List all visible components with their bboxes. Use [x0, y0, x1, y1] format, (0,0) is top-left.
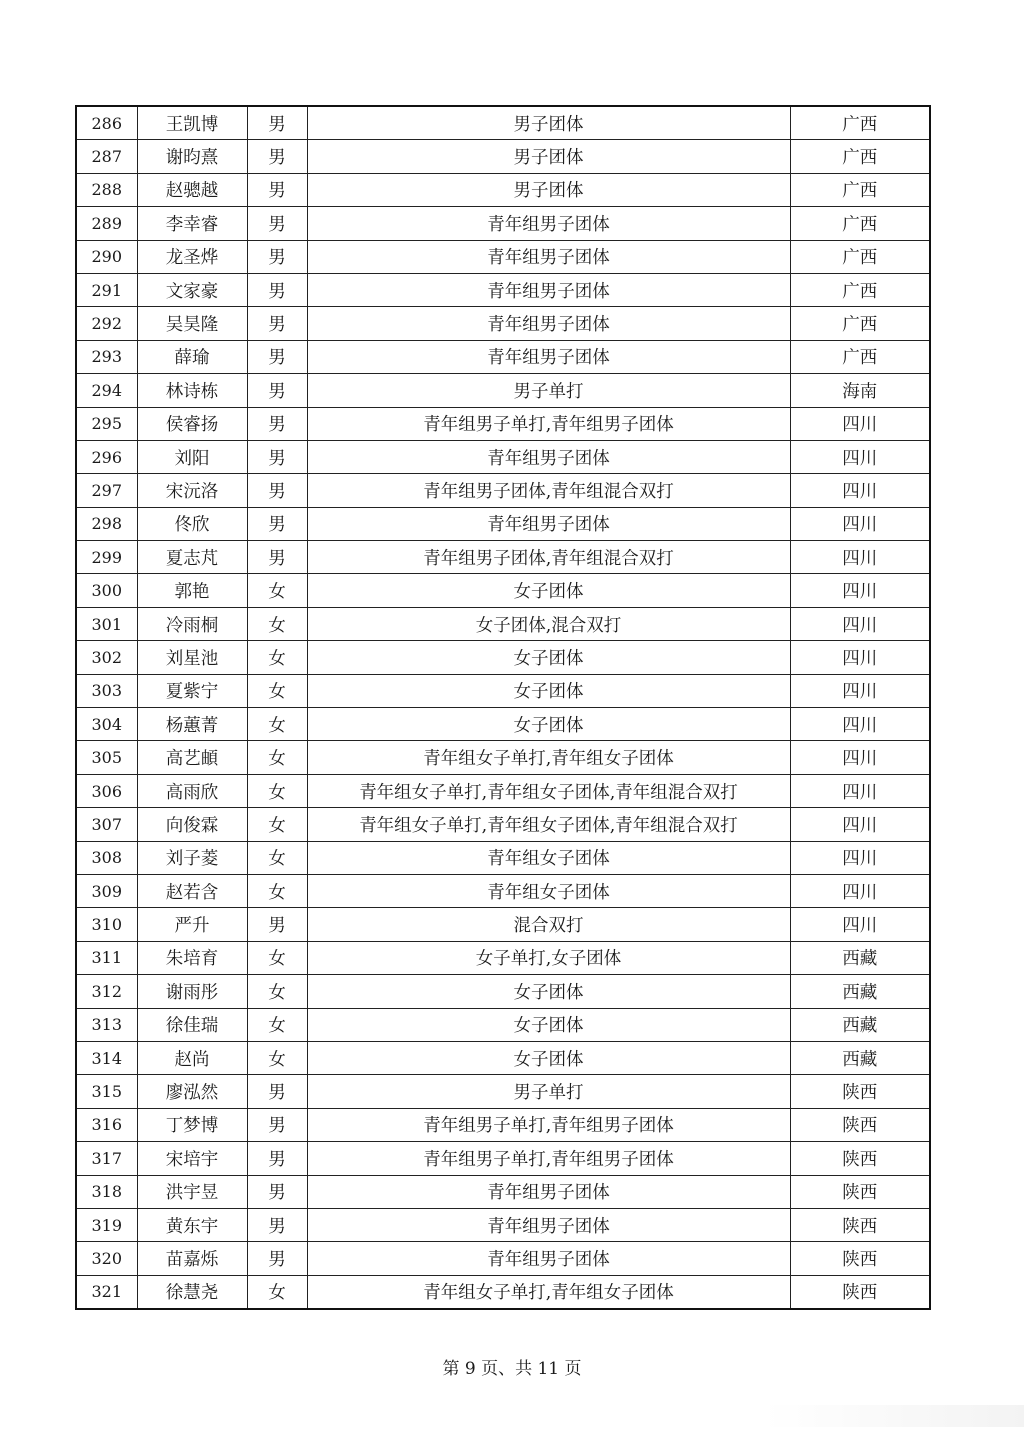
athlete-region: 四川 — [790, 741, 930, 774]
table-row — [76, 607, 930, 640]
table-row — [76, 874, 930, 907]
athlete-gender: 男 — [247, 1208, 307, 1241]
table-row — [76, 474, 930, 507]
table-row — [76, 574, 930, 607]
athlete-gender: 女 — [247, 774, 307, 807]
athlete-events: 青年组女子团体 — [307, 874, 790, 907]
athlete-gender: 男 — [247, 1142, 307, 1175]
athlete-name: 薛瑜 — [137, 340, 247, 373]
athlete-events: 女子团体 — [307, 674, 790, 707]
row-number: 298 — [76, 507, 137, 540]
athlete-events: 混合双打 — [307, 908, 790, 941]
athlete-region: 四川 — [790, 541, 930, 574]
athlete-region: 广西 — [790, 207, 930, 240]
row-number: 288 — [76, 173, 137, 206]
table-row — [76, 774, 930, 807]
athlete-name: 文家豪 — [137, 273, 247, 306]
athlete-region: 四川 — [790, 874, 930, 907]
athlete-name: 向俊霖 — [137, 808, 247, 841]
athlete-gender: 男 — [247, 407, 307, 440]
table-row — [76, 340, 930, 373]
row-number: 321 — [76, 1275, 137, 1309]
athlete-gender: 男 — [247, 440, 307, 473]
row-number: 286 — [76, 106, 137, 140]
athlete-name: 夏志芃 — [137, 541, 247, 574]
athlete-events: 女子团体 — [307, 1008, 790, 1041]
athlete-gender: 男 — [247, 374, 307, 407]
athlete-name: 冷雨桐 — [137, 607, 247, 640]
athlete-name: 高雨欣 — [137, 774, 247, 807]
athlete-gender: 女 — [247, 1008, 307, 1041]
athlete-region: 四川 — [790, 507, 930, 540]
athlete-name: 林诗栋 — [137, 374, 247, 407]
row-number: 289 — [76, 207, 137, 240]
athlete-region: 陕西 — [790, 1142, 930, 1175]
athlete-region: 四川 — [790, 674, 930, 707]
row-number: 300 — [76, 574, 137, 607]
athlete-region: 四川 — [790, 808, 930, 841]
athlete-name: 廖泓然 — [137, 1075, 247, 1108]
athlete-gender: 女 — [247, 641, 307, 674]
page-number-footer: 第 9 页、共 11 页 — [442, 1359, 582, 1379]
row-number: 312 — [76, 975, 137, 1008]
row-number: 302 — [76, 641, 137, 674]
athlete-region: 广西 — [790, 240, 930, 273]
athlete-name: 丁梦博 — [137, 1108, 247, 1141]
athlete-events: 青年组男子团体 — [307, 307, 790, 340]
athlete-name: 侯睿扬 — [137, 407, 247, 440]
athlete-region: 广西 — [790, 140, 930, 173]
row-number: 294 — [76, 374, 137, 407]
table-row — [76, 708, 930, 741]
athlete-region: 四川 — [790, 407, 930, 440]
table-row — [76, 1275, 930, 1309]
athlete-events: 青年组男子单打,青年组男子团体 — [307, 1142, 790, 1175]
table-row — [76, 908, 930, 941]
athlete-gender: 男 — [247, 340, 307, 373]
athlete-events: 男子单打 — [307, 374, 790, 407]
athlete-gender: 男 — [247, 1075, 307, 1108]
athlete-gender: 男 — [247, 1242, 307, 1275]
athlete-region: 广西 — [790, 273, 930, 306]
athlete-gender: 男 — [247, 106, 307, 140]
athlete-region: 海南 — [790, 374, 930, 407]
athlete-gender: 男 — [247, 207, 307, 240]
athlete-gender: 男 — [247, 1108, 307, 1141]
athlete-gender: 男 — [247, 240, 307, 273]
athlete-gender: 男 — [247, 507, 307, 540]
athlete-events: 青年组女子团体 — [307, 841, 790, 874]
table-row — [76, 1208, 930, 1241]
athlete-region: 四川 — [790, 774, 930, 807]
athlete-gender: 男 — [247, 173, 307, 206]
athlete-name: 徐慧尧 — [137, 1275, 247, 1309]
athlete-events: 青年组女子单打,青年组女子团体 — [307, 741, 790, 774]
athlete-events: 青年组男子团体 — [307, 273, 790, 306]
row-number: 299 — [76, 541, 137, 574]
athlete-events: 青年组男子团体,青年组混合双打 — [307, 474, 790, 507]
athlete-events: 青年组女子单打,青年组女子团体 — [307, 1275, 790, 1309]
table-row — [76, 1108, 930, 1141]
athlete-gender: 女 — [247, 574, 307, 607]
table-row — [76, 1142, 930, 1175]
athlete-region: 陕西 — [790, 1075, 930, 1108]
athlete-events: 男子单打 — [307, 1075, 790, 1108]
table-row — [76, 374, 930, 407]
athlete-events: 青年组男子单打,青年组男子团体 — [307, 1108, 790, 1141]
table-row — [76, 808, 930, 841]
athlete-name: 赵骢越 — [137, 173, 247, 206]
athlete-events: 青年组男子团体 — [307, 207, 790, 240]
table-row — [76, 207, 930, 240]
athlete-name: 高艺頔 — [137, 741, 247, 774]
row-number: 287 — [76, 140, 137, 173]
athlete-name: 黄东宇 — [137, 1208, 247, 1241]
athlete-name: 郭艳 — [137, 574, 247, 607]
athlete-gender: 男 — [247, 307, 307, 340]
row-number: 316 — [76, 1108, 137, 1141]
athlete-name: 杨蕙菁 — [137, 708, 247, 741]
athlete-name: 龙圣烨 — [137, 240, 247, 273]
table-row — [76, 440, 930, 473]
athlete-region: 广西 — [790, 173, 930, 206]
athlete-region: 西藏 — [790, 1041, 930, 1074]
row-number: 314 — [76, 1041, 137, 1074]
athlete-gender: 女 — [247, 674, 307, 707]
athlete-region: 陕西 — [790, 1175, 930, 1208]
athlete-events: 女子团体 — [307, 975, 790, 1008]
athlete-region: 四川 — [790, 474, 930, 507]
athlete-name: 刘阳 — [137, 440, 247, 473]
athlete-events: 女子团体 — [307, 574, 790, 607]
row-number: 307 — [76, 808, 137, 841]
athlete-gender: 女 — [247, 1041, 307, 1074]
athlete-gender: 女 — [247, 708, 307, 741]
athlete-name: 徐佳瑞 — [137, 1008, 247, 1041]
athlete-name: 宋沅洛 — [137, 474, 247, 507]
athlete-region: 四川 — [790, 440, 930, 473]
row-number: 315 — [76, 1075, 137, 1108]
athlete-events: 青年组男子团体 — [307, 440, 790, 473]
table-row — [76, 841, 930, 874]
athlete-name: 朱培育 — [137, 941, 247, 974]
table-row — [76, 1075, 930, 1108]
table-row — [76, 674, 930, 707]
table-row — [76, 407, 930, 440]
athlete-region: 陕西 — [790, 1275, 930, 1309]
athlete-gender: 女 — [247, 841, 307, 874]
athlete-events: 青年组男子单打,青年组男子团体 — [307, 407, 790, 440]
athlete-gender: 男 — [247, 541, 307, 574]
athlete-gender: 女 — [247, 808, 307, 841]
athlete-events: 男子团体 — [307, 173, 790, 206]
row-number: 297 — [76, 474, 137, 507]
athlete-gender: 女 — [247, 874, 307, 907]
athlete-name: 刘星池 — [137, 641, 247, 674]
athlete-region: 广西 — [790, 307, 930, 340]
athlete-name: 王凯博 — [137, 106, 247, 140]
athlete-gender: 男 — [247, 474, 307, 507]
row-number: 311 — [76, 941, 137, 974]
row-number: 320 — [76, 1242, 137, 1275]
table-row — [76, 140, 930, 173]
athlete-events: 女子团体,混合双打 — [307, 607, 790, 640]
athlete-region: 西藏 — [790, 975, 930, 1008]
row-number: 313 — [76, 1008, 137, 1041]
athlete-gender: 男 — [247, 1175, 307, 1208]
table-row — [76, 941, 930, 974]
athlete-name: 赵若含 — [137, 874, 247, 907]
athlete-name: 谢昀熹 — [137, 140, 247, 173]
athlete-events: 女子团体 — [307, 1041, 790, 1074]
athlete-name: 严升 — [137, 908, 247, 941]
athlete-name: 佟欣 — [137, 507, 247, 540]
athlete-events: 青年组女子单打,青年组女子团体,青年组混合双打 — [307, 774, 790, 807]
athlete-events: 青年组男子团体 — [307, 340, 790, 373]
table-row — [76, 240, 930, 273]
table-row — [76, 641, 930, 674]
athlete-region: 广西 — [790, 340, 930, 373]
athlete-name: 宋培宇 — [137, 1142, 247, 1175]
athlete-region: 四川 — [790, 708, 930, 741]
athlete-gender: 女 — [247, 741, 307, 774]
table-row — [76, 1175, 930, 1208]
athlete-events: 男子团体 — [307, 106, 790, 140]
athlete-gender: 女 — [247, 975, 307, 1008]
scan-edge-shadow — [764, 1405, 1024, 1427]
athlete-gender: 女 — [247, 941, 307, 974]
athlete-events: 青年组女子单打,青年组女子团体,青年组混合双打 — [307, 808, 790, 841]
athlete-gender: 男 — [247, 140, 307, 173]
row-number: 304 — [76, 708, 137, 741]
athlete-name: 李幸睿 — [137, 207, 247, 240]
table-row — [76, 1041, 930, 1074]
athlete-region: 西藏 — [790, 941, 930, 974]
row-number: 308 — [76, 841, 137, 874]
athlete-gender: 女 — [247, 607, 307, 640]
athlete-events: 男子团体 — [307, 140, 790, 173]
athlete-region: 陕西 — [790, 1242, 930, 1275]
athlete-gender: 男 — [247, 273, 307, 306]
athlete-events: 青年组男子团体 — [307, 507, 790, 540]
athlete-events: 女子团体 — [307, 708, 790, 741]
row-number: 306 — [76, 774, 137, 807]
athlete-name: 吴昊隆 — [137, 307, 247, 340]
table-row — [76, 507, 930, 540]
athlete-events: 青年组男子团体,青年组混合双打 — [307, 541, 790, 574]
table-row — [76, 106, 930, 140]
athlete-region: 西藏 — [790, 1008, 930, 1041]
athlete-events: 女子单打,女子团体 — [307, 941, 790, 974]
athlete-gender: 男 — [247, 908, 307, 941]
table-row — [76, 975, 930, 1008]
row-number: 292 — [76, 307, 137, 340]
row-number: 310 — [76, 908, 137, 941]
row-number: 305 — [76, 741, 137, 774]
athlete-region: 四川 — [790, 607, 930, 640]
row-number: 295 — [76, 407, 137, 440]
row-number: 319 — [76, 1208, 137, 1241]
athlete-region: 陕西 — [790, 1108, 930, 1141]
row-number: 318 — [76, 1175, 137, 1208]
athlete-region: 四川 — [790, 574, 930, 607]
table-row — [76, 273, 930, 306]
athlete-name: 夏紫宁 — [137, 674, 247, 707]
athlete-events: 女子团体 — [307, 641, 790, 674]
athlete-events: 青年组男子团体 — [307, 1208, 790, 1241]
athlete-region: 陕西 — [790, 1208, 930, 1241]
athlete-region: 四川 — [790, 641, 930, 674]
roster-table-body — [76, 106, 930, 1309]
athlete-events: 青年组男子团体 — [307, 1242, 790, 1275]
athlete-name: 洪宇昱 — [137, 1175, 247, 1208]
athlete-events: 青年组男子团体 — [307, 1175, 790, 1208]
athlete-name: 谢雨彤 — [137, 975, 247, 1008]
row-number: 293 — [76, 340, 137, 373]
table-row — [76, 741, 930, 774]
table-row — [76, 1242, 930, 1275]
row-number: 296 — [76, 440, 137, 473]
row-number: 309 — [76, 874, 137, 907]
table-row — [76, 307, 930, 340]
athlete-region: 广西 — [790, 106, 930, 140]
athlete-region: 四川 — [790, 908, 930, 941]
row-number: 303 — [76, 674, 137, 707]
table-row — [76, 1008, 930, 1041]
athlete-name: 赵尚 — [137, 1041, 247, 1074]
athlete-events: 青年组男子团体 — [307, 240, 790, 273]
table-row — [76, 541, 930, 574]
row-number: 301 — [76, 607, 137, 640]
athlete-gender: 女 — [247, 1275, 307, 1309]
roster-table — [75, 105, 931, 1310]
table-row — [76, 173, 930, 206]
row-number: 317 — [76, 1142, 137, 1175]
row-number: 291 — [76, 273, 137, 306]
row-number: 290 — [76, 240, 137, 273]
athlete-region: 四川 — [790, 841, 930, 874]
athlete-name: 苗嘉烁 — [137, 1242, 247, 1275]
athlete-name: 刘子菱 — [137, 841, 247, 874]
